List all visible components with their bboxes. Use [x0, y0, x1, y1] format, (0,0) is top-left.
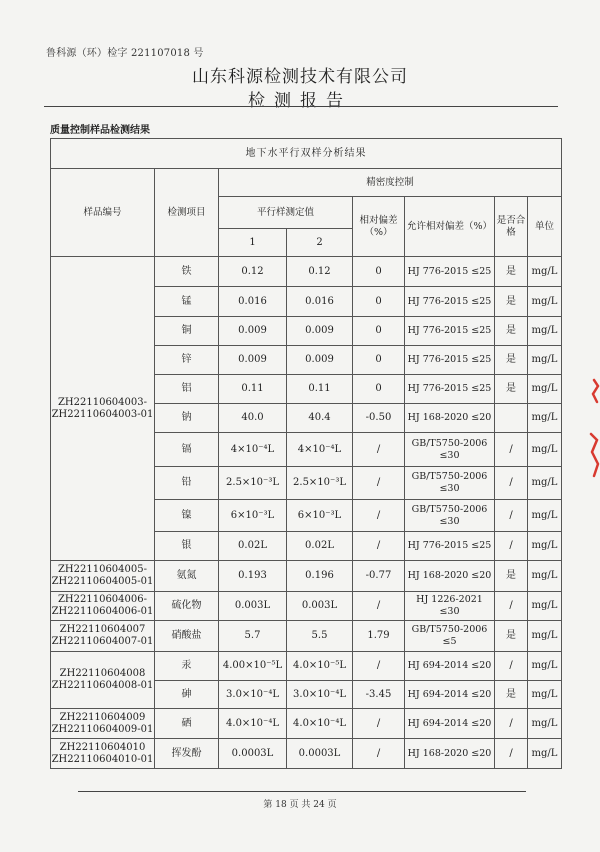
v2-cell: 0.009: [287, 317, 353, 346]
v1-cell: 40.0: [219, 404, 287, 433]
header-qualified: 是否合格: [495, 197, 528, 257]
dev-cell: 0: [353, 287, 405, 317]
v2-cell: 4×10⁻⁴L: [287, 433, 353, 467]
item-cell: 铝: [155, 375, 219, 404]
item-cell: 铅: [155, 467, 219, 500]
v1-cell: 0.016: [219, 287, 287, 317]
item-cell: 氨氮: [155, 561, 219, 592]
stamp-mark: [591, 380, 598, 476]
item-cell: 银: [155, 532, 219, 561]
v1-cell: 0.02L: [219, 532, 287, 561]
qc-results-table: [50, 138, 562, 769]
page-number: 第 18 页 共 24 页: [263, 800, 337, 810]
unit-cell: mg/L: [528, 287, 562, 317]
header-precision: 精密度控制: [219, 169, 562, 197]
allowed-cell: HJ 168-2020 ≤20: [405, 739, 495, 769]
allowed-cell: HJ 776-2015 ≤25: [405, 287, 495, 317]
dev-cell: 0: [353, 346, 405, 375]
unit-cell: mg/L: [528, 433, 562, 467]
dev-cell: -3.45: [353, 681, 405, 709]
v2-cell: 40.4: [287, 404, 353, 433]
ok-cell: 是: [495, 561, 528, 592]
unit-cell: mg/L: [528, 404, 562, 433]
item-cell: 镉: [155, 433, 219, 467]
footer-divider: [78, 791, 526, 792]
v2-cell: 0.02L: [287, 532, 353, 561]
v2-cell: 0.11: [287, 375, 353, 404]
v2-cell: 5.5: [287, 621, 353, 652]
v1-cell: 4.00×10⁻⁵L: [219, 652, 287, 681]
unit-cell: mg/L: [528, 375, 562, 404]
unit-cell: mg/L: [528, 561, 562, 592]
v1-cell: 0.12: [219, 257, 287, 287]
sample-id-cell: ZH22110604008 ZH22110604008-01: [51, 652, 155, 709]
dev-cell: /: [353, 652, 405, 681]
v2-cell: 2.5×10⁻³L: [287, 467, 353, 500]
v1-cell: 5.7: [219, 621, 287, 652]
dev-cell: /: [353, 592, 405, 621]
ok-cell: /: [495, 739, 528, 769]
item-cell: 汞: [155, 652, 219, 681]
allowed-cell: HJ 694-2014 ≤20: [405, 681, 495, 709]
dev-cell: 0: [353, 375, 405, 404]
ok-cell: /: [495, 652, 528, 681]
v1-cell: 6×10⁻³L: [219, 500, 287, 532]
sample-id-cell: ZH22110604010 ZH22110604010-01: [51, 739, 155, 769]
report-title: 检测报告: [248, 91, 352, 111]
allowed-cell: HJ 694-2014 ≤20: [405, 652, 495, 681]
sample-id-cell: ZH22110604003-ZH22110604003-01: [51, 257, 155, 561]
ok-cell: 是: [495, 287, 528, 317]
header-relative-deviation: 相对偏差（%）: [353, 197, 405, 257]
ok-cell: /: [495, 532, 528, 561]
v2-cell: 6×10⁻³L: [287, 500, 353, 532]
ok-cell: 是: [495, 346, 528, 375]
unit-cell: mg/L: [528, 621, 562, 652]
v2-cell: 4.0×10⁻⁵L: [287, 652, 353, 681]
dev-cell: -0.50: [353, 404, 405, 433]
unit-cell: mg/L: [528, 467, 562, 500]
v1-cell: 4×10⁻⁴L: [219, 433, 287, 467]
item-cell: 镍: [155, 500, 219, 532]
allowed-cell: HJ 776-2015 ≤25: [405, 257, 495, 287]
unit-cell: mg/L: [528, 500, 562, 532]
unit-cell: mg/L: [528, 592, 562, 621]
v1-cell: 0.0003L: [219, 739, 287, 769]
v1-cell: 3.0×10⁻⁴L: [219, 681, 287, 709]
ok-cell: /: [495, 433, 528, 467]
unit-cell: mg/L: [528, 709, 562, 739]
ok-cell: /: [495, 709, 528, 739]
dev-cell: 0: [353, 257, 405, 287]
header-divider: [44, 106, 558, 107]
ok-cell: 是: [495, 681, 528, 709]
v2-cell: 3.0×10⁻⁴L: [287, 681, 353, 709]
header-col-2: 2: [287, 229, 353, 257]
red-stamp-fragment: [588, 372, 600, 512]
sample-id-cell: ZH22110604009 ZH22110604009-01: [51, 709, 155, 739]
v2-cell: 0.009: [287, 346, 353, 375]
dev-cell: /: [353, 433, 405, 467]
header-item: 检测项目: [155, 169, 219, 257]
allowed-cell: HJ 776-2015 ≤25: [405, 375, 495, 404]
dev-cell: /: [353, 532, 405, 561]
dev-cell: /: [353, 739, 405, 769]
item-cell: 硝酸盐: [155, 621, 219, 652]
allowed-cell: HJ 168-2020 ≤20: [405, 404, 495, 433]
header-unit: 单位: [528, 197, 562, 257]
table-row: [51, 621, 562, 652]
ok-cell: 是: [495, 317, 528, 346]
dev-cell: /: [353, 500, 405, 532]
v1-cell: 0.009: [219, 346, 287, 375]
allowed-cell: HJ 776-2015 ≤25: [405, 317, 495, 346]
ok-cell: /: [495, 500, 528, 532]
v1-cell: 0.193: [219, 561, 287, 592]
dev-cell: /: [353, 709, 405, 739]
item-cell: 铁: [155, 257, 219, 287]
ok-cell: 是: [495, 257, 528, 287]
v2-cell: 4.0×10⁻⁴L: [287, 709, 353, 739]
item-cell: 砷: [155, 681, 219, 709]
v2-cell: 0.003L: [287, 592, 353, 621]
v1-cell: 2.5×10⁻³L: [219, 467, 287, 500]
ok-cell: /: [495, 592, 528, 621]
v2-cell: 0.196: [287, 561, 353, 592]
table-row: [51, 709, 562, 739]
unit-cell: mg/L: [528, 317, 562, 346]
sample-id-cell: ZH22110604005-ZH22110604005-01: [51, 561, 155, 592]
allowed-cell: HJ 168-2020 ≤20: [405, 561, 495, 592]
qc-table-body: [51, 257, 562, 769]
v1-cell: 4.0×10⁻⁴L: [219, 709, 287, 739]
unit-cell: mg/L: [528, 681, 562, 709]
dev-cell: /: [353, 467, 405, 500]
allowed-cell: GB/T5750-2006 ≤30: [405, 467, 495, 500]
table-caption: 地下水平行双样分析结果: [51, 139, 562, 169]
sample-id-cell: ZH22110604006-ZH22110604006-01: [51, 592, 155, 621]
v2-cell: 0.12: [287, 257, 353, 287]
allowed-cell: HJ 776-2015 ≤25: [405, 346, 495, 375]
v1-cell: 0.009: [219, 317, 287, 346]
allowed-cell: HJ 694-2014 ≤20: [405, 709, 495, 739]
v2-cell: 0.0003L: [287, 739, 353, 769]
v1-cell: 0.003L: [219, 592, 287, 621]
allowed-cell: GB/T5750-2006 ≤30: [405, 500, 495, 532]
sample-id-cell: ZH22110604007 ZH22110604007-01: [51, 621, 155, 652]
item-cell: 挥发酚: [155, 739, 219, 769]
item-cell: 硫化物: [155, 592, 219, 621]
dev-cell: 0: [353, 317, 405, 346]
unit-cell: mg/L: [528, 346, 562, 375]
header-allowed-deviation: 允许相对偏差（%）: [405, 197, 495, 257]
unit-cell: mg/L: [528, 257, 562, 287]
company-name: 山东科源检测技术有限公司: [192, 67, 408, 87]
report-number: 鲁科源（环）检字 221107018 号: [46, 48, 204, 59]
v2-cell: 0.016: [287, 287, 353, 317]
table-row: [51, 652, 562, 681]
item-cell: 锰: [155, 287, 219, 317]
ok-cell: /: [495, 467, 528, 500]
allowed-cell: HJ 1226-2021 ≤30: [405, 592, 495, 621]
table-row: [51, 739, 562, 769]
header-col-1: 1: [219, 229, 287, 257]
ok-cell: 是: [495, 621, 528, 652]
dev-cell: -0.77: [353, 561, 405, 592]
unit-cell: mg/L: [528, 739, 562, 769]
allowed-cell: GB/T5750-2006 ≤5: [405, 621, 495, 652]
table-row: [51, 592, 562, 621]
item-cell: 铜: [155, 317, 219, 346]
item-cell: 钠: [155, 404, 219, 433]
ok-cell: [495, 404, 528, 433]
dev-cell: 1.79: [353, 621, 405, 652]
header-parallel: 平行样测定值: [219, 197, 353, 229]
item-cell: 锌: [155, 346, 219, 375]
table-row: [51, 257, 562, 287]
table-row: [51, 561, 562, 592]
unit-cell: mg/L: [528, 532, 562, 561]
ok-cell: 是: [495, 375, 528, 404]
item-cell: 硒: [155, 709, 219, 739]
header-sample-id: 样品编号: [51, 169, 155, 257]
section-title: 质量控制样品检测结果: [50, 125, 150, 136]
unit-cell: mg/L: [528, 652, 562, 681]
v1-cell: 0.11: [219, 375, 287, 404]
allowed-cell: GB/T5750-2006 ≤30: [405, 433, 495, 467]
allowed-cell: HJ 776-2015 ≤25: [405, 532, 495, 561]
